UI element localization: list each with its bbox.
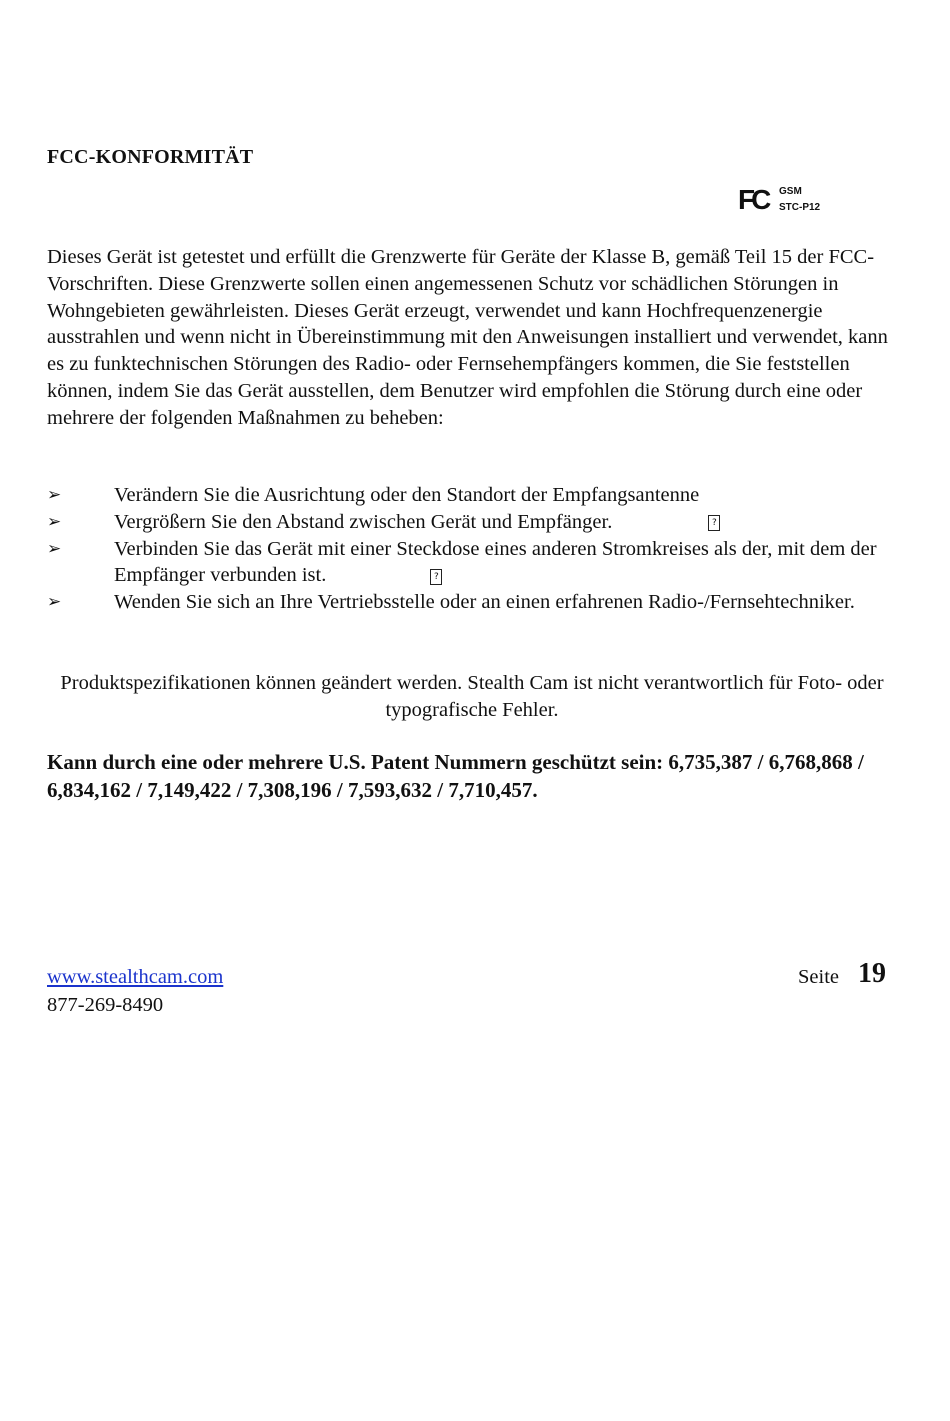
list-item-text: Vergrößern Sie den Abstand zwischen Gerät und Empfänger.	[114, 510, 613, 533]
list-item	[47, 482, 907, 509]
arrow-bullet-icon: ➢	[47, 592, 62, 613]
fcc-mark: FC	[738, 184, 768, 215]
arrow-bullet-icon: ➢	[47, 485, 62, 505]
arrow-bullet-icon: ➢	[47, 538, 62, 559]
patent-notice: Kann durch eine oder mehrere U.S. Patent Nummern geschützt sein: 6,735,387 / 6,768,868 / 6,834,162 / 7,149,422 / 7,308,196 / 7,593,632 / 7,710,457.	[47, 750, 864, 802]
fcc-logo-line1: GSM	[779, 186, 802, 197]
page-label: Seite	[798, 966, 839, 988]
list-item	[47, 536, 907, 590]
list-item	[47, 509, 907, 536]
measures-list	[47, 482, 907, 616]
intro-paragraph: Dieses Gerät ist getestet und erfüllt die Grenzwerte für Geräte der Klasse B, gemäß Teil 15 der FCC-Vorschriften. Diese Grenzwerte sollen einen angemessenen Schutz vor schädlichen Störungen in Wohngebieten gewährleisten. Dieses Gerät erzeugt, verwendet und kann Hochfrequenzenergie ausstrahlen und wenn nicht in Übereinstimmung mit den Anweisungen installiert und verwendet, kann es zu funktechnischen Störungen des Radio- oder Fernsehempfängers kommen, die Sie feststellen können, indem Sie das Gerät ausstellen, dem Benutzer wird empfohlen die Störung durch eine oder mehrere der folgenden Maßnahmen zu beheben:	[47, 246, 888, 429]
list-item-text: Verändern Sie die Ausrichtung oder den Standort der Empfangsantenne	[114, 484, 700, 506]
list-item	[47, 589, 907, 616]
phone-number: 877-269-8490	[47, 994, 164, 1016]
list-item-text: Verbinden Sie das Gerät mit einer Steckdose eines anderen Stromkreises als der, mit dem der Empfänger verbunden ist.	[114, 537, 877, 587]
website-link[interactable]: www.stealthcam.com	[47, 966, 224, 988]
fcc-logo-line2: STC-P12	[779, 202, 821, 213]
page-number: 19	[858, 958, 886, 989]
section-heading: FCC-KONFORMITÄT	[47, 146, 254, 168]
arrow-bullet-icon: ➢	[47, 511, 62, 532]
missing-glyph-icon: ?	[430, 569, 442, 585]
fcc-logo	[738, 184, 822, 218]
list-item-text: Wenden Sie sich an Ihre Vertriebsstelle oder an einen erfahrenen Radio-/Fernsehtechniker.	[114, 591, 855, 614]
missing-glyph-icon: ?	[708, 515, 720, 531]
disclaimer-text: Produktspezifikationen können geändert werden. Stealth Cam ist nicht verantwortlich für Foto- oder typografische Fehler.	[60, 672, 884, 721]
